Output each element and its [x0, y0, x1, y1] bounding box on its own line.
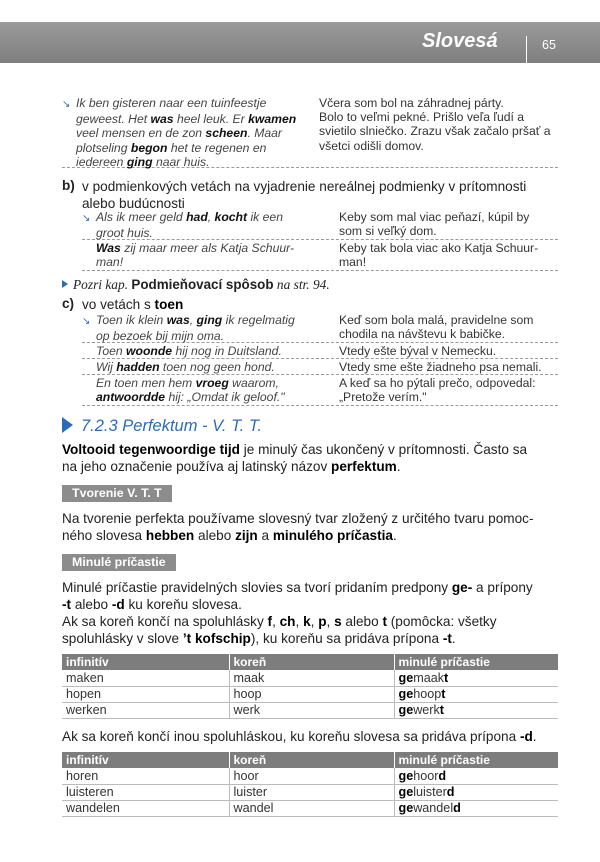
intro-paragraph: Voltooid tegenwoordige tijd je minulý čas ukončený v prítomnosti. Často sa na jeho označenie používa aj latinský názov perfektum.: [62, 442, 528, 474]
example-pair-b1: [82, 210, 558, 240]
example-pair-c1: [82, 313, 558, 343]
cell-participle: gehoopt: [394, 686, 558, 702]
table-row: [62, 670, 558, 686]
cell-participle: gewerkt: [394, 702, 558, 718]
label-minule-pricastie: Minulé príčastie: [62, 554, 176, 571]
cell-participle: gewandeld: [394, 800, 558, 816]
cell-root: wandel: [229, 800, 394, 816]
dutch-example: Was zij maar meer als Katja Schuur- man!: [96, 241, 295, 270]
cell-root: maak: [229, 670, 394, 686]
slovak-translation: Včera som bol na záhradnej párty. Bolo to veľmi pekné. Prišlo veľa ľudí a svietilo slniečko. Zrazu však začalo pršať a všetci odišli domov.: [319, 96, 551, 153]
page-number: 65: [542, 38, 556, 52]
cell-participle: gehoord: [394, 768, 558, 784]
minule-paragraph: Minulé príčastie pravidelných slovies sa tvorí pridaním predpony ge- a prípony -t alebo -d ku koreňu slovesa.: [62, 580, 533, 612]
table-row: [62, 686, 558, 702]
dutch-example: En toen men hem vroeg waarom, antwoordde hij: „Omdat ik geloof.": [96, 376, 285, 405]
item-letter-b: b): [62, 178, 75, 193]
cell-infinitive: maken: [62, 670, 229, 686]
arrow-icon: ↘: [82, 316, 91, 327]
section-b-text: v podmienkových vetách na vyjadrenie nereálnej podmienky v prítomnosti alebo budúcnosti: [82, 179, 527, 211]
cell-infinitive: werken: [62, 702, 229, 718]
table-row: [62, 784, 558, 800]
example-pair-c3: [82, 360, 558, 375]
table-row: [62, 768, 558, 784]
example-pair-c2: [82, 344, 558, 359]
cell-root: luister: [229, 784, 394, 800]
cell-infinitive: horen: [62, 768, 229, 784]
cell-participle: geluisterd: [394, 784, 558, 800]
cell-root: hoop: [229, 686, 394, 702]
slovak-translation: Keď som bola malá, pravidelne som chodila na návštevu k babičke.: [339, 313, 534, 342]
cell-root: hoor: [229, 768, 394, 784]
arrow-icon: ↘: [62, 99, 71, 110]
header-divider: [526, 36, 527, 63]
chapter-title: Slovesá: [422, 30, 498, 52]
table-header-row: [62, 752, 558, 768]
dutch-example: Toen woonde hij nog in Duitsland.: [96, 344, 282, 358]
example-pair-a: [62, 96, 558, 168]
dutch-example: ↘ Als ik meer geld had, kocht ik een groot huis.: [82, 210, 283, 241]
cell-infinitive: wandelen: [62, 800, 229, 816]
table-suffix-d: [62, 752, 558, 817]
cell-root: werk: [229, 702, 394, 718]
column-header: koreň: [229, 752, 394, 768]
example-pair-c4: [82, 376, 558, 406]
rule-d-paragraph: Ak sa koreň končí inou spoluhláskou, ku koreňu slovesa sa pridáva prípona -d.: [62, 729, 537, 744]
table-header-row: [62, 654, 558, 670]
table-row: [62, 702, 558, 718]
arrow-icon: ↘: [82, 213, 91, 224]
triangle-icon: [62, 417, 73, 433]
dutch-example: Wij hadden toen nog geen hond.: [96, 360, 275, 374]
table-suffix-t: [62, 654, 558, 719]
tvorenie-paragraph: Na tvorenie perfekta používame slovesný tvar zložený z určitého tvaru pomoc- ného slovesa hebben alebo zijn a minulého príčastia.: [62, 511, 534, 543]
kofschip-paragraph: Ak sa koreň končí na spoluhlásky f, ch, k, p, s alebo t (pomôcka: všetky spoluhlásky v slove ’t kofschip), ku koreňu sa pridáva prípona -t.: [62, 614, 497, 646]
dutch-example: ↘ Toen ik klein was, ging ik regelmatig op bezoek bij mijn oma.: [82, 313, 295, 344]
section-c-text: vo vetách s toen: [82, 297, 184, 312]
section-heading: 7.2.3 Perfektum - V. T. T.: [62, 417, 262, 436]
slovak-translation: Keby som mal viac peňazí, kúpil by som si veľký dom.: [339, 210, 530, 239]
table-row: [62, 800, 558, 816]
slovak-translation: Vtedy sme ešte žiadneho psa nemali.: [339, 360, 542, 374]
cross-reference[interactable]: Pozri kap. Podmieňovací spôsob na str. 94.: [62, 277, 330, 293]
column-header: infinitív: [62, 654, 229, 670]
column-header: koreň: [229, 654, 394, 670]
column-header: infinitív: [62, 752, 229, 768]
slovak-translation: Vtedy ešte býval v Nemecku.: [339, 344, 497, 358]
example-pair-b2: [82, 241, 558, 271]
label-tvorenie: Tvorenie V. T. T: [62, 485, 172, 502]
dutch-example: ↘ Ik ben gisteren naar een tuinfeestje geweest. Het was heel leuk. Er kwamen veel mensen en de zon scheen. Maar plotseling begon het te regenen en iedereen ging naar huis.: [62, 96, 297, 169]
column-header: minulé príčastie: [394, 752, 558, 768]
cell-infinitive: hopen: [62, 686, 229, 702]
column-header: minulé príčastie: [394, 654, 558, 670]
slovak-translation: A keď sa ho pýtali prečo, odpovedal: „Pretože verím.": [339, 376, 536, 405]
triangle-icon: [62, 280, 68, 288]
item-letter-c: c): [62, 296, 75, 311]
page-header: [0, 22, 600, 63]
cell-participle: gemaakt: [394, 670, 558, 686]
cell-infinitive: luisteren: [62, 784, 229, 800]
slovak-translation: Keby tak bola viac ako Katja Schuur- man!: [339, 241, 539, 270]
